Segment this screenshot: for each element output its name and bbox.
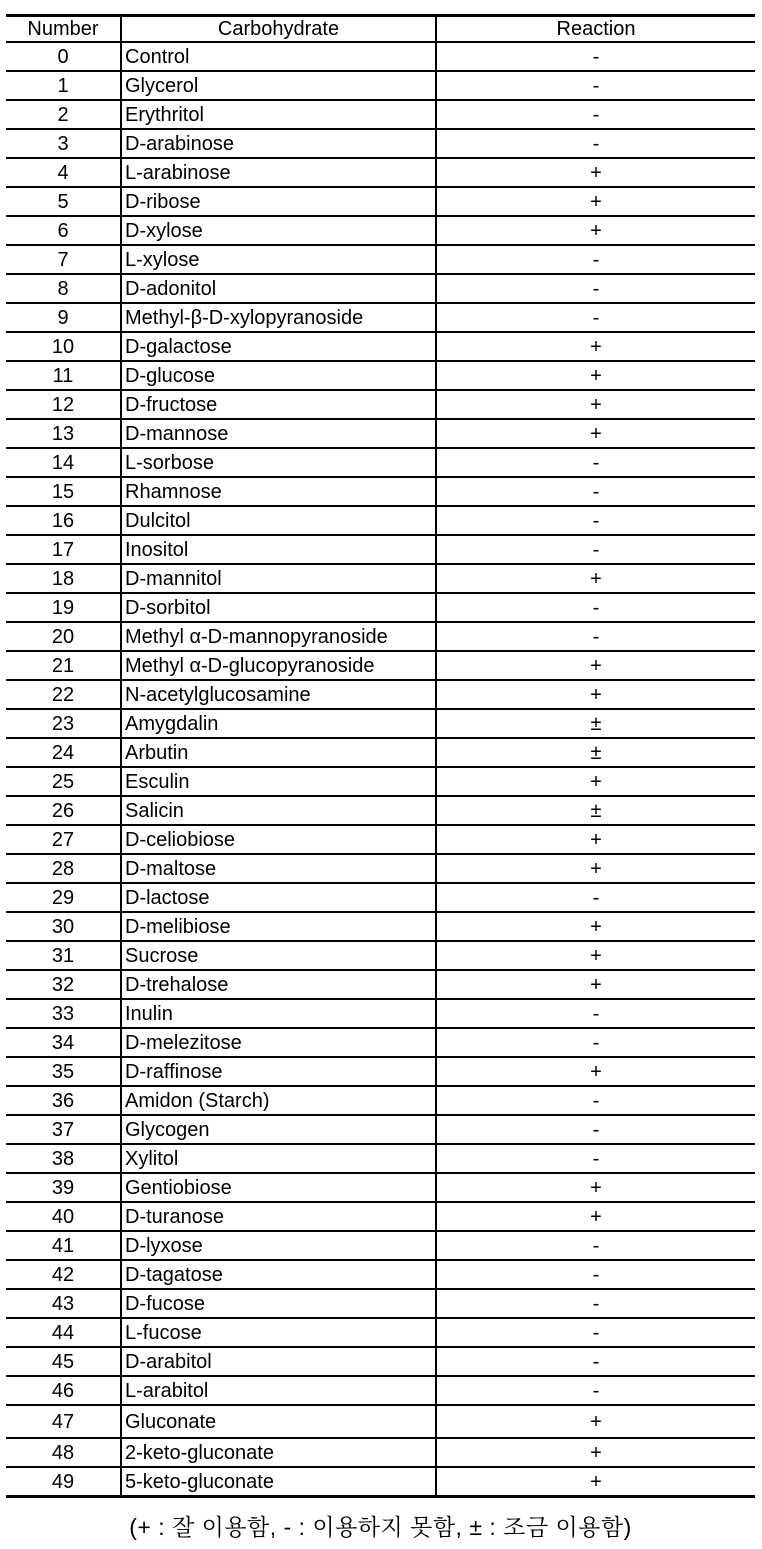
column-header-carbohydrate: Carbohydrate (121, 16, 436, 43)
carbohydrate-name: Gentiobiose (121, 1173, 436, 1202)
reaction-value: + (436, 1467, 755, 1497)
carbohydrate-name: Inulin (121, 999, 436, 1028)
carbohydrate-name: Erythritol (121, 100, 436, 129)
row-number: 6 (6, 216, 121, 245)
table-row (6, 1144, 755, 1173)
carbohydrate-name: D-lyxose (121, 1231, 436, 1260)
table-row (6, 477, 755, 506)
reaction-value: ± (436, 709, 755, 738)
row-number: 32 (6, 970, 121, 999)
table-row (6, 854, 755, 883)
carbohydrate-name: Control (121, 42, 436, 71)
carbohydrate-name: D-arabitol (121, 1347, 436, 1376)
reaction-value: + (436, 332, 755, 361)
carbohydrate-name: D-trehalose (121, 970, 436, 999)
table-row (6, 303, 755, 332)
carbohydrate-name: Glycogen (121, 1115, 436, 1144)
carbohydrate-name: D-glucose (121, 361, 436, 390)
table-row (6, 535, 755, 564)
carbohydrate-name: Inositol (121, 535, 436, 564)
carbohydrate-name: 5-keto-gluconate (121, 1467, 436, 1497)
row-number: 9 (6, 303, 121, 332)
row-number: 26 (6, 796, 121, 825)
table-row (6, 680, 755, 709)
reaction-value: - (436, 1231, 755, 1260)
reaction-value: + (436, 970, 755, 999)
table-row (6, 1086, 755, 1115)
reaction-value: - (436, 1086, 755, 1115)
reaction-value: - (436, 999, 755, 1028)
table-row (6, 390, 755, 419)
carbohydrate-name: Xylitol (121, 1144, 436, 1173)
table-row (6, 42, 755, 71)
carbohydrate-name: 2-keto-gluconate (121, 1438, 436, 1467)
carbohydrate-name: D-mannose (121, 419, 436, 448)
row-number: 44 (6, 1318, 121, 1347)
table-row (6, 593, 755, 622)
carbohydrate-name: D-tagatose (121, 1260, 436, 1289)
row-number: 18 (6, 564, 121, 593)
row-number: 33 (6, 999, 121, 1028)
carbohydrate-name: Glycerol (121, 71, 436, 100)
carbohydrate-name: D-fructose (121, 390, 436, 419)
carbohydrate-name: L-arabitol (121, 1376, 436, 1405)
reaction-value: - (436, 42, 755, 71)
reaction-value: + (436, 825, 755, 854)
reaction-value: - (436, 477, 755, 506)
reaction-value: + (436, 680, 755, 709)
table-row (6, 1115, 755, 1144)
row-number: 5 (6, 187, 121, 216)
reaction-value: - (436, 593, 755, 622)
table-header (6, 16, 755, 43)
table-row (6, 1405, 755, 1438)
carbohydrate-name: D-arabinose (121, 129, 436, 158)
table-row (6, 1438, 755, 1467)
table-row (6, 651, 755, 680)
table-row (6, 1347, 755, 1376)
reaction-value: - (436, 535, 755, 564)
row-number: 3 (6, 129, 121, 158)
row-number: 4 (6, 158, 121, 187)
carbohydrate-name: N-acetylglucosamine (121, 680, 436, 709)
table-row (6, 709, 755, 738)
reaction-value: - (436, 1144, 755, 1173)
row-number: 25 (6, 767, 121, 796)
table-row (6, 564, 755, 593)
row-number: 41 (6, 1231, 121, 1260)
table-row (6, 1231, 755, 1260)
reaction-value: + (436, 1405, 755, 1438)
reaction-value: - (436, 1376, 755, 1405)
table-row (6, 999, 755, 1028)
carbohydrate-name: D-xylose (121, 216, 436, 245)
reaction-value: + (436, 564, 755, 593)
carbohydrate-name: Gluconate (121, 1405, 436, 1438)
table-row (6, 767, 755, 796)
carbohydrate-name: L-xylose (121, 245, 436, 274)
reaction-value: + (436, 1438, 755, 1467)
row-number: 45 (6, 1347, 121, 1376)
table-row (6, 738, 755, 767)
reaction-value: - (436, 303, 755, 332)
row-number: 28 (6, 854, 121, 883)
row-number: 46 (6, 1376, 121, 1405)
row-number: 15 (6, 477, 121, 506)
row-number: 16 (6, 506, 121, 535)
table-row (6, 1057, 755, 1086)
reaction-value: - (436, 1260, 755, 1289)
carbohydrate-name: Arbutin (121, 738, 436, 767)
row-number: 47 (6, 1405, 121, 1438)
row-number: 23 (6, 709, 121, 738)
table-row (6, 158, 755, 187)
row-number: 35 (6, 1057, 121, 1086)
table-row (6, 216, 755, 245)
table-row (6, 71, 755, 100)
row-number: 1 (6, 71, 121, 100)
row-number: 37 (6, 1115, 121, 1144)
carbohydrate-name: D-raffinose (121, 1057, 436, 1086)
row-number: 2 (6, 100, 121, 129)
carbohydrate-name: L-sorbose (121, 448, 436, 477)
carbohydrate-name: D-melezitose (121, 1028, 436, 1057)
table-row (6, 796, 755, 825)
reaction-value: - (436, 506, 755, 535)
table-row (6, 187, 755, 216)
reaction-value: - (436, 274, 755, 303)
carbohydrate-name: D-fucose (121, 1289, 436, 1318)
table-row (6, 912, 755, 941)
reaction-value: + (436, 158, 755, 187)
reaction-value: - (436, 1115, 755, 1144)
row-number: 8 (6, 274, 121, 303)
row-number: 36 (6, 1086, 121, 1115)
legend-note: (+ : 잘 이용함, - : 이용하지 못함, ± : 조금 이용함) (129, 1514, 632, 1540)
reaction-value: - (436, 622, 755, 651)
table-body (6, 42, 755, 1497)
row-number: 24 (6, 738, 121, 767)
table-row (6, 506, 755, 535)
reaction-value: - (436, 71, 755, 100)
carbohydrate-name: Rhamnose (121, 477, 436, 506)
table-row (6, 825, 755, 854)
row-number: 48 (6, 1438, 121, 1467)
table-row (6, 1376, 755, 1405)
table-row (6, 245, 755, 274)
carbohydrate-name: Dulcitol (121, 506, 436, 535)
reaction-value: - (436, 883, 755, 912)
row-number: 11 (6, 361, 121, 390)
carbohydrate-name: Esculin (121, 767, 436, 796)
reaction-value: - (436, 1318, 755, 1347)
reaction-value: + (436, 361, 755, 390)
reaction-value: + (436, 912, 755, 941)
reaction-value: + (436, 1057, 755, 1086)
reaction-value: + (436, 854, 755, 883)
carbohydrate-name: D-mannitol (121, 564, 436, 593)
reaction-value: + (436, 1202, 755, 1231)
table-row (6, 941, 755, 970)
row-number: 42 (6, 1260, 121, 1289)
table-row (6, 1028, 755, 1057)
row-number: 13 (6, 419, 121, 448)
row-number: 31 (6, 941, 121, 970)
reaction-value: - (436, 1289, 755, 1318)
carbohydrate-name: Amidon (Starch) (121, 1086, 436, 1115)
reaction-value: - (436, 448, 755, 477)
table-row (6, 1318, 755, 1347)
table-row (6, 1173, 755, 1202)
carbohydrate-name: Amygdalin (121, 709, 436, 738)
carbohydrate-name: D-ribose (121, 187, 436, 216)
carbohydrate-name: Sucrose (121, 941, 436, 970)
carbohydrate-name: D-celiobiose (121, 825, 436, 854)
table-row (6, 129, 755, 158)
row-number: 12 (6, 390, 121, 419)
row-number: 39 (6, 1173, 121, 1202)
table-row (6, 883, 755, 912)
reaction-value: + (436, 187, 755, 216)
reaction-value: - (436, 129, 755, 158)
reaction-value: + (436, 651, 755, 680)
carbohydrate-name: D-sorbitol (121, 593, 436, 622)
row-number: 10 (6, 332, 121, 361)
table-row (6, 1467, 755, 1497)
carbohydrate-name: D-turanose (121, 1202, 436, 1231)
row-number: 17 (6, 535, 121, 564)
carbohydrate-name: Salicin (121, 796, 436, 825)
reaction-value: - (436, 245, 755, 274)
row-number: 27 (6, 825, 121, 854)
reaction-value: + (436, 941, 755, 970)
reaction-value: - (436, 100, 755, 129)
table-row (6, 100, 755, 129)
row-number: 30 (6, 912, 121, 941)
reaction-value: + (436, 1173, 755, 1202)
row-number: 43 (6, 1289, 121, 1318)
carbohydrate-name: D-maltose (121, 854, 436, 883)
carbohydrate-reaction-table (6, 14, 755, 1498)
table-row (6, 419, 755, 448)
header-row (6, 16, 755, 43)
row-number: 21 (6, 651, 121, 680)
carbohydrate-name: Methyl-β-D-xylopyranoside (121, 303, 436, 332)
carbohydrate-name: Methyl α-D-glucopyranoside (121, 651, 436, 680)
table-row (6, 970, 755, 999)
reaction-value: + (436, 419, 755, 448)
carbohydrate-name: L-fucose (121, 1318, 436, 1347)
carbohydrate-name: L-arabinose (121, 158, 436, 187)
row-number: 19 (6, 593, 121, 622)
reaction-value: - (436, 1028, 755, 1057)
carbohydrate-name: D-galactose (121, 332, 436, 361)
carbohydrate-name: D-melibiose (121, 912, 436, 941)
reaction-value: ± (436, 796, 755, 825)
reaction-value: - (436, 1347, 755, 1376)
reaction-value: + (436, 390, 755, 419)
carbohydrate-name: D-adonitol (121, 274, 436, 303)
reaction-value: ± (436, 738, 755, 767)
column-header-number: Number (6, 16, 121, 43)
row-number: 40 (6, 1202, 121, 1231)
reaction-value: + (436, 767, 755, 796)
table-row (6, 274, 755, 303)
row-number: 34 (6, 1028, 121, 1057)
carbohydrate-name: D-lactose (121, 883, 436, 912)
table-row (6, 448, 755, 477)
table-row (6, 1260, 755, 1289)
carbohydrate-name: Methyl α-D-mannopyranoside (121, 622, 436, 651)
row-number: 20 (6, 622, 121, 651)
table-row (6, 332, 755, 361)
row-number: 0 (6, 42, 121, 71)
row-number: 14 (6, 448, 121, 477)
row-number: 7 (6, 245, 121, 274)
row-number: 22 (6, 680, 121, 709)
table-row (6, 361, 755, 390)
row-number: 29 (6, 883, 121, 912)
column-header-reaction: Reaction (436, 16, 755, 43)
reaction-value: + (436, 216, 755, 245)
table-row (6, 1202, 755, 1231)
table-row (6, 1289, 755, 1318)
table-row (6, 622, 755, 651)
row-number: 49 (6, 1467, 121, 1497)
row-number: 38 (6, 1144, 121, 1173)
